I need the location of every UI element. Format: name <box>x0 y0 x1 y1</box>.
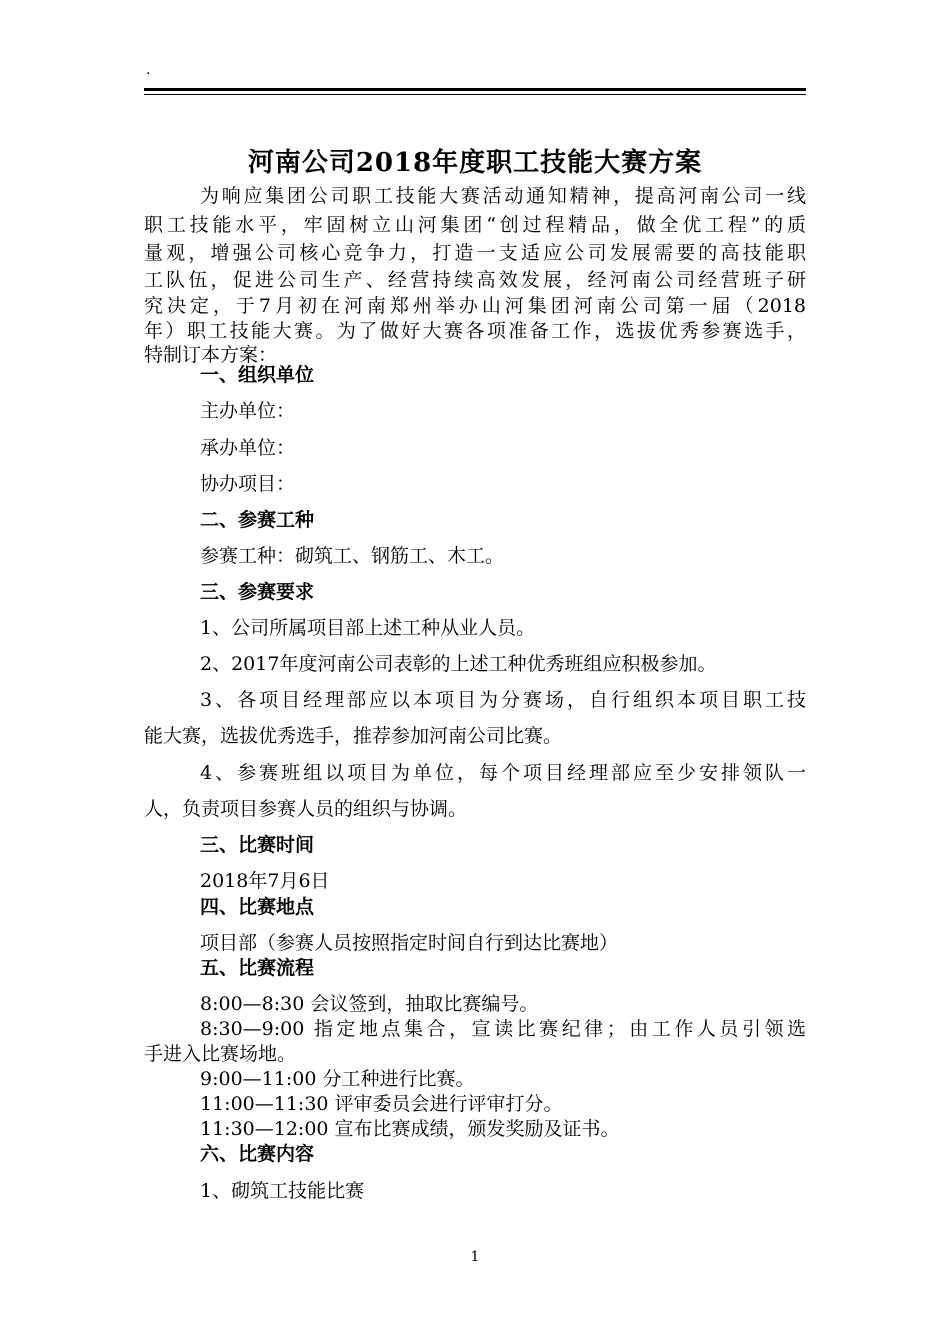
requirement-3-line-1: 3、各项目经理部应以本项目为分赛场，自行组织本项目职工技 <box>200 689 806 711</box>
document-title: 河南公司2018年度职工技能大赛方案 <box>247 148 703 178</box>
intro-line-3: 量观，增强公司核心竞争力，打造一支适应公司发展需要的高技能职 <box>144 242 806 264</box>
content-item-1: 1、砌筑工技能比赛 <box>200 1180 365 1202</box>
intro-line-1: 为响应集团公司职工技能大赛活动通知精神，提高河南公司一线 <box>200 185 806 207</box>
trades-text: 参赛工种：砌筑工、钢筋工、木工。 <box>200 545 505 567</box>
organizer-host: 主办单位： <box>200 400 296 422</box>
section-heading-schedule: 五、比赛流程 <box>200 957 315 979</box>
competition-date: 2018年7月6日 <box>200 870 330 892</box>
competition-location: 项目部（参赛人员按照指定时间自行到达比赛地） <box>200 932 619 954</box>
organizer-assist: 协办项目： <box>200 473 296 495</box>
intro-line-6: 年）职工技能大赛。为了做好大赛各项准备工作，选拔优秀参赛选手， <box>144 320 806 342</box>
requirement-1: 1、公司所属项目部上述工种从业人员。 <box>200 617 536 639</box>
page-number: 1 <box>470 1249 480 1265</box>
schedule-item-3: 9:00—11:00 分工种进行比赛。 <box>200 1068 475 1090</box>
header-mark: . <box>146 62 151 78</box>
requirement-4-line-2: 人，负责项目参赛人员的组织与协调。 <box>144 798 468 820</box>
section-heading-organizers: 一、组织单位 <box>200 364 315 386</box>
section-heading-content: 六、比赛内容 <box>200 1143 315 1165</box>
schedule-item-2-line-1: 8:30—9:00 指定地点集合，宣读比赛纪律；由工作人员引领选 <box>200 1018 806 1040</box>
schedule-item-1: 8:00—8:30 会议签到，抽取比赛编号。 <box>200 993 539 1015</box>
header-rule-thin <box>144 94 806 95</box>
section-heading-requirements: 三、参赛要求 <box>200 581 315 603</box>
requirement-3-line-2: 能大赛，选拔优秀选手，推荐参加河南公司比赛。 <box>144 725 563 747</box>
intro-line-4: 工队伍，促进公司生产、经营持续高效发展，经河南公司经营班子研 <box>144 269 806 291</box>
schedule-item-4: 11:00—11:30 评审委员会进行评审打分。 <box>200 1093 563 1115</box>
organizer-undertaker: 承办单位： <box>200 437 296 459</box>
header-rule-thick <box>144 88 806 91</box>
intro-line-2: 职工技能水平，牢固树立山河集团“创过程精品，做全优工程”的质 <box>144 214 806 236</box>
section-heading-trades: 二、参赛工种 <box>200 509 315 531</box>
intro-line-5: 究决定，于7月初在河南郑州举办山河集团河南公司第一届（2018 <box>144 295 806 317</box>
requirement-4-line-1: 4、参赛班组以项目为单位，每个项目经理部应至少安排领队一 <box>200 762 806 784</box>
requirement-2: 2、2017年度河南公司表彰的上述工种优秀班组应积极参加。 <box>200 653 717 675</box>
section-heading-location: 四、比赛地点 <box>200 896 315 918</box>
intro-line-7: 特制订本方案： <box>144 344 278 366</box>
schedule-item-2-line-2: 手进入比赛场地。 <box>144 1043 297 1065</box>
section-heading-time: 三、比赛时间 <box>200 834 315 856</box>
schedule-item-5: 11:30—12:00 宣布比赛成绩，颁发奖励及证书。 <box>200 1118 620 1140</box>
